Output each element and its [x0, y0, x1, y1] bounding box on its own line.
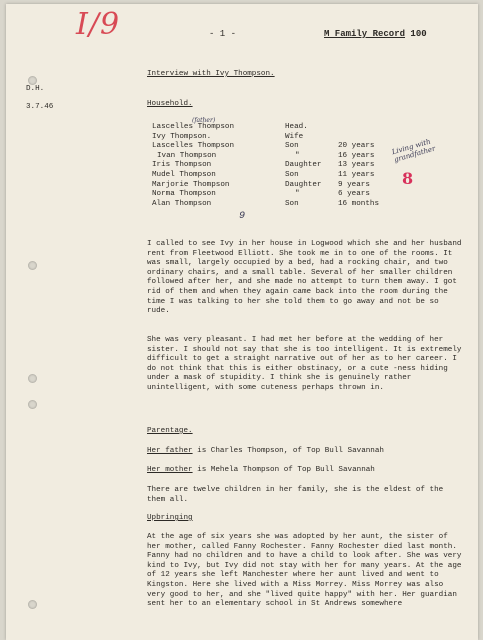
table-row — [152, 171, 402, 181]
member-name: Marjorie Thompson — [152, 180, 230, 189]
member-age: 16 years — [338, 151, 375, 160]
member-name: Alan Thompson — [152, 199, 212, 208]
punch-hole — [28, 261, 37, 270]
record-label — [324, 30, 427, 40]
member-relation: Daughter — [285, 180, 322, 189]
table-row — [152, 200, 402, 210]
table-row — [152, 133, 402, 143]
document-page — [6, 4, 478, 640]
page-number: - 1 - — [209, 29, 237, 39]
table-row — [152, 161, 402, 171]
pencil-mark: 9 — [239, 211, 246, 222]
household-table — [152, 123, 402, 209]
impression-paragraph: She was very pleasant. I had met her before at the wedding of her sister. I should not say that she is too intelligent. It is extremely difficult to get a straight narrative out of her as to her career. I do not think that this is either obstinacy, or a cute -ness hiding under a mask of stupidity. I think she is genuinely rather unintelligent, with some cuteness perhaps thrown in. — [147, 336, 462, 392]
table-row — [152, 142, 402, 152]
member-age: 9 years — [338, 180, 370, 189]
punch-hole — [28, 600, 37, 609]
upbringing-paragraph: At the age of six years she was adopted by her aunt, the sister of her mother, called Fanny Rochester. Fanny Rochester died last month. Fanny had no children and to have a child to look after. She was very kind to Ivy, but Ivy did not stay with her for many years. At the age of 12 years she left Manchester where her aunt lived and went to Kingston. Here she lived with a Miss Morrey. Miss Morrey was also very good to her, and she "lived quite happy" with her. Her guardian sent her to an elementary school in St Andrews somewhere — [147, 533, 462, 609]
member-age: 6 years — [338, 190, 370, 199]
record-number: 100 — [410, 29, 427, 39]
red-mark: 8 — [402, 169, 414, 188]
mother-line — [147, 466, 477, 476]
handwritten-annotation: (father) — [192, 117, 216, 124]
mother-text: is Mehela Thompson of Top Bull Savannah — [197, 466, 375, 474]
table-row — [152, 152, 402, 162]
member-relation: Daughter — [285, 161, 322, 170]
table-row — [152, 181, 402, 191]
punch-hole — [28, 400, 37, 409]
member-relation: Wife — [285, 132, 304, 141]
member-relation: Son — [285, 170, 299, 179]
interview-date: 3.7.46 — [26, 103, 54, 111]
parentage-heading: Parentage. — [147, 427, 193, 435]
member-age: 20 years — [338, 142, 375, 151]
member-relation: " — [295, 190, 300, 199]
member-name: Norma Thompson — [152, 190, 216, 199]
interviewer-code: D.H. — [26, 85, 45, 93]
father-label: Her father — [147, 447, 193, 455]
reference-mark: I/9 — [76, 7, 121, 42]
household-heading: Household. — [147, 100, 193, 108]
handwritten-side-note: Living with grandfather — [390, 137, 437, 164]
member-name: Ivy Thompson. — [152, 132, 212, 141]
punch-hole — [28, 374, 37, 383]
punch-hole — [28, 76, 37, 85]
visit-paragraph: I called to see Ivy in her house in Logwood which she and her husband rent from Fleetwood Elliott. She took me in to one of the rooms. It was small, largely occupied by a bed, had a rocking chair, and two ordinary chairs, and a small table. Several of her smaller children followed after her, and she made no attempt to turn them away. I got rid of them and when they again came back into the room during the time I was talking to her she told them to go away and not be so rude. — [147, 240, 462, 316]
upbringing-heading: Upbringing — [147, 514, 193, 522]
member-age: 13 years — [338, 161, 375, 170]
father-line — [147, 447, 477, 457]
mother-label: Her mother — [147, 466, 193, 474]
member-name: Iris Thompson — [152, 161, 212, 170]
member-name: Lascelles Thompson — [152, 142, 235, 151]
page-title: Interview with Ivy Thompson. — [147, 70, 275, 78]
member-age: 16 months — [338, 199, 380, 208]
member-name: Mudel Thompson — [152, 170, 216, 179]
record-label-text: M Family Record — [324, 29, 406, 39]
table-row — [152, 123, 402, 133]
family-paragraph: There are twelve children in her family, she is the eldest of the them all. — [147, 486, 444, 504]
table-row — [152, 190, 402, 200]
father-text: is Charles Thompson, of Top Bull Savannah — [197, 447, 384, 455]
member-relation: Son — [285, 142, 299, 151]
member-age: 11 years — [338, 170, 375, 179]
member-name: Lascelles Thompson — [152, 123, 235, 131]
member-relation: " — [295, 151, 300, 160]
member-relation: Head. — [285, 123, 308, 131]
member-name: Ivan Thompson — [157, 151, 217, 160]
member-relation: Son — [285, 199, 299, 208]
